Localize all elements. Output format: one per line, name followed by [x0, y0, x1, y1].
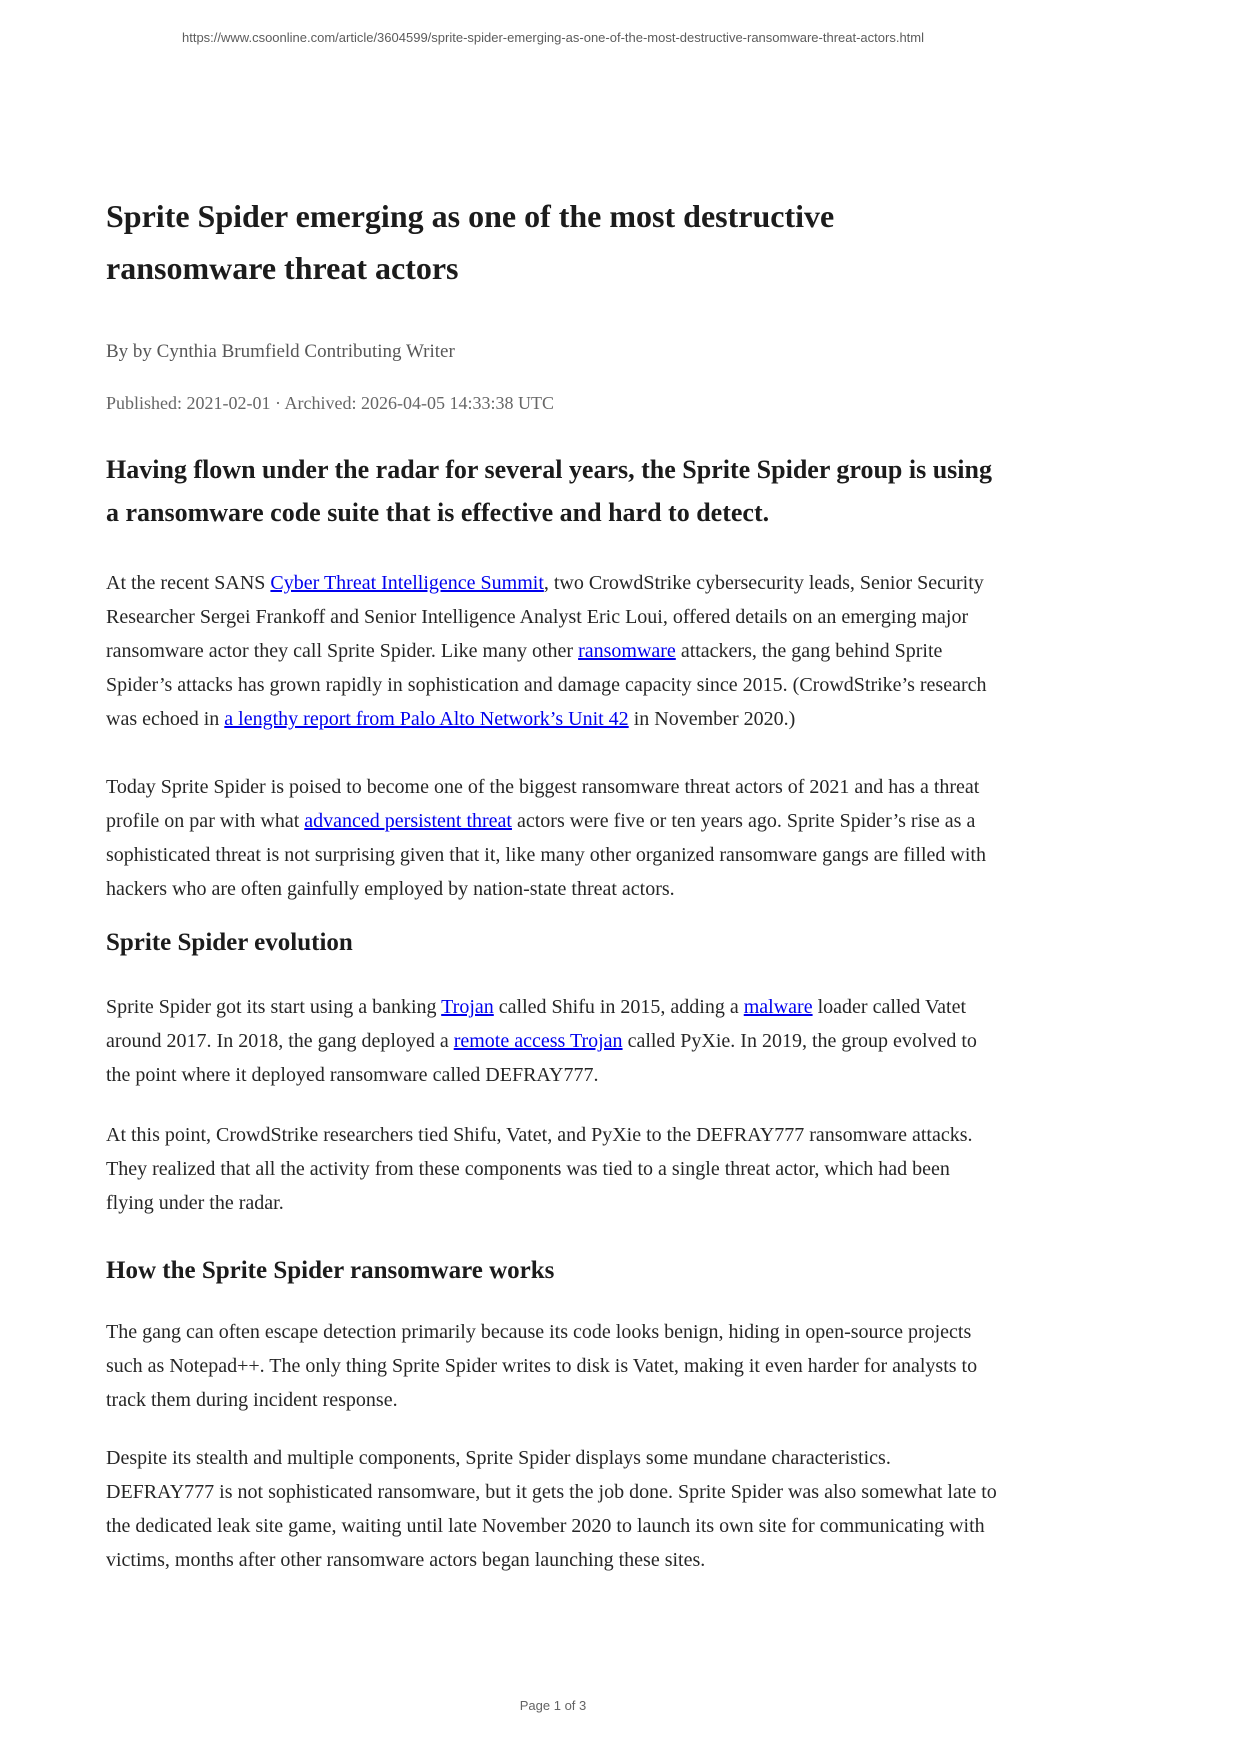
- inline-link[interactable]: advanced persistent threat: [304, 810, 512, 832]
- article-title: Sprite Spider emerging as one of the most destructive ransomware threat actors: [106, 198, 835, 286]
- page-number: Page 1 of 3: [519, 1698, 587, 1713]
- inline-link[interactable]: ransomware: [578, 640, 676, 662]
- inline-link[interactable]: Cyber Threat Intelligence Summit: [270, 572, 544, 594]
- section-heading-how-works: How the Sprite Spider ransomware works: [106, 1257, 555, 1284]
- archive-source-url: https://www.csoonline.com/article/3604599/sprite-spider-emerging-as-one-of-the-most-destructive-ransomware-threat-actors.html: [181, 30, 924, 45]
- article-paragraph-crowdstrike-ties: At this point, CrowdStrike researchers tied Shifu, Vatet, and PyXie to the DEFRAY777 ransomware attacks. They realized that all the activity from these components was tied to a single threat actor, which had been flying under the radar.: [106, 1124, 973, 1214]
- published-archived-dateline: Published: 2021-02-01 · Archived: 2026-04-05 14:33:38 UTC: [106, 393, 554, 413]
- article-paragraph-detection-evasion: The gang can often escape detection primarily because its code looks benign, hiding in open-source projects such as Notepad++. The only thing Sprite Spider writes to disk is Vatet, making it even harder for analysts to track them during incident response.: [106, 1321, 978, 1411]
- inline-link[interactable]: malware: [743, 996, 813, 1018]
- inline-link[interactable]: a lengthy report from Palo Alto Network’s Unit 42: [224, 708, 629, 730]
- article-paragraph-origins: Sprite Spider got its start using a banking Trojan called Shifu in 2015, adding a malware loader called Vatet around 2017. In 2018, the gang deployed a remote access Trojan called PyXie. In 2019, the group evolved to the point where it deployed ransomware called DEFRAY777.: [106, 996, 977, 1086]
- article-paragraph-threat-profile: Today Sprite Spider is poised to become one of the biggest ransomware threat actors of 2021 and has a threat profile on par with what advanced persistent threat actors were five or ten years ago. Sprite Spider’s rise as a sophisticated threat is not surprising given that it, like many other organized ransomware gangs are filled with hackers who are often gainfully employed by nation-state threat actors.: [106, 776, 986, 900]
- article-paragraph-intro: At the recent SANS Cyber Threat Intelligence Summit, two CrowdStrike cybersecurity leads, Senior Security Researcher Sergei Frankoff and Senior Intelligence Analyst Eric Loui, offered details on an emerging major ransomware actor they call Sprite Spider. Like many other ransomware attackers, the gang behind Sprite Spider’s attacks has grown rapidly in sophistication and damage capacity since 2015. (CrowdStrike’s research was echoed in a lengthy report from Palo Alto Network’s Unit 42 in November 2020.): [106, 572, 987, 730]
- article-content: [106, 0, 1000, 1577]
- inline-link[interactable]: remote access Trojan: [453, 1030, 623, 1052]
- article-subhead: Having flown under the radar for several years, the Sprite Spider group is using a ransomware code suite that is effective and hard to detect.: [106, 455, 992, 527]
- section-heading-evolution: Sprite Spider evolution: [106, 929, 353, 956]
- article-byline: By by Cynthia Brumfield Contributing Writer: [106, 341, 455, 362]
- inline-link[interactable]: Trojan: [441, 996, 494, 1018]
- article-paragraph-mundane-characteristics: Despite its stealth and multiple components, Sprite Spider displays some mundane characteristics. DEFRAY777 is not sophisticated ransomware, but it gets the job done. Sprite Spider was also somewhat late to the dedicated leak site game, waiting until late November 2020 to launch its own site for communicating with victims, months after other ransomware actors began launching these sites.: [106, 1447, 997, 1571]
